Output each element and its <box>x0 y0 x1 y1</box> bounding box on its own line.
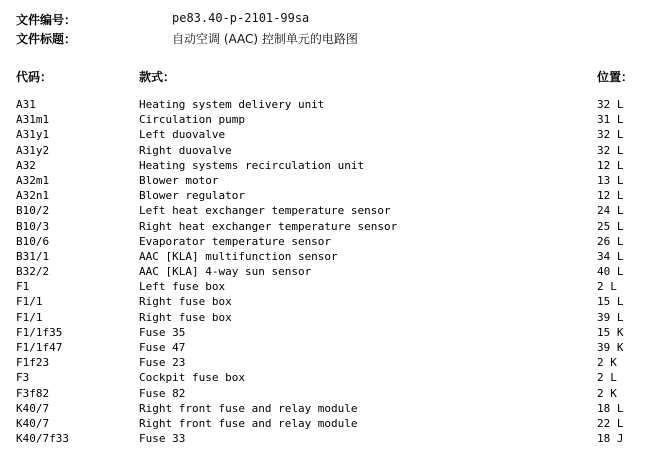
component-code: F3 <box>16 371 30 385</box>
table-row <box>0 431 659 446</box>
doc-title-label: 文件标题： <box>16 32 77 46</box>
component-position: 24 L <box>597 204 624 218</box>
component-designation: Fuse 23 <box>139 356 186 370</box>
component-code: F1/1 <box>16 310 43 324</box>
component-designation: AAC [KLA] 4-way sun sensor <box>139 265 312 279</box>
component-designation: Right duovalve <box>139 143 232 157</box>
component-position: 26 L <box>597 234 624 248</box>
table-row <box>0 279 659 294</box>
designation-column-header: 款式： <box>139 70 176 84</box>
component-position: 32 L <box>597 98 624 111</box>
table-row <box>0 370 659 385</box>
component-designation: Blower regulator <box>139 189 245 203</box>
component-code: B10/2 <box>16 204 50 218</box>
component-code: A31y1 <box>16 128 50 142</box>
component-designation: Fuse 82 <box>139 386 186 400</box>
table-row <box>0 325 659 340</box>
table-row <box>0 143 659 158</box>
component-designation: Fuse 35 <box>139 325 186 339</box>
component-table <box>0 97 659 446</box>
table-row <box>0 173 659 188</box>
table-row <box>0 234 659 249</box>
component-designation: Left duovalve <box>139 128 226 142</box>
table-row <box>0 340 659 355</box>
component-position: 34 L <box>597 249 624 263</box>
table-row <box>0 112 659 127</box>
component-code: A31m1 <box>16 113 50 127</box>
component-designation: Heating system delivery unit <box>139 98 325 111</box>
component-position: 2 L <box>597 280 617 294</box>
table-row <box>0 188 659 203</box>
component-designation: Evaporator temperature sensor <box>139 234 332 248</box>
component-code: B10/6 <box>16 234 50 248</box>
component-code: A32 <box>16 158 36 172</box>
component-designation: Right front fuse and relay module <box>139 401 358 415</box>
component-code: F1/1f47 <box>16 341 63 354</box>
doc-title-value: 自动空调 (AAC) 控制单元的电路图 <box>172 32 358 46</box>
code-column-header: 代码： <box>16 70 53 84</box>
component-position: 31 L <box>597 113 624 127</box>
component-code: F3f82 <box>16 386 50 400</box>
component-code: K40/7 <box>16 416 50 430</box>
table-row <box>0 249 659 264</box>
component-code: B32/2 <box>16 265 50 279</box>
component-designation: Heating systems recirculation unit <box>139 158 365 172</box>
component-code: B31/1 <box>16 249 50 263</box>
component-designation: Left heat exchanger temperature sensor <box>139 204 391 218</box>
component-position: 15 L <box>597 295 624 309</box>
position-column-header: 位置： <box>597 70 634 84</box>
component-designation: Fuse 47 <box>139 341 186 354</box>
table-row <box>0 127 659 142</box>
component-designation: Right fuse box <box>139 310 232 324</box>
component-position: 32 L <box>597 128 624 142</box>
component-position: 22 L <box>597 416 624 430</box>
table-row <box>0 219 659 234</box>
component-designation: Cockpit fuse box <box>139 371 245 385</box>
component-designation: AAC [KLA] multifunction sensor <box>139 249 338 263</box>
component-position: 15 K <box>597 325 624 339</box>
component-position: 39 L <box>597 310 624 324</box>
component-code: A31y2 <box>16 143 50 157</box>
table-row <box>0 97 659 112</box>
component-code: F1f23 <box>16 356 50 370</box>
table-row <box>0 386 659 401</box>
component-position: 18 L <box>597 401 624 415</box>
component-designation: Left fuse box <box>139 280 226 294</box>
component-position: 32 L <box>597 143 624 157</box>
component-position: 18 J <box>597 432 624 446</box>
component-position: 12 L <box>597 189 624 203</box>
component-code: K40/7 <box>16 401 50 415</box>
table-row <box>0 355 659 370</box>
component-code: F1/1f35 <box>16 325 63 339</box>
component-code: A32m1 <box>16 173 50 187</box>
component-position: 12 L <box>597 158 624 172</box>
table-row <box>0 158 659 173</box>
component-code: F1 <box>16 280 30 294</box>
component-designation: Fuse 33 <box>139 432 186 446</box>
component-code: A32n1 <box>16 189 50 203</box>
table-row <box>0 264 659 279</box>
component-code: B10/3 <box>16 219 50 233</box>
component-code: F1/1 <box>16 295 43 309</box>
table-row <box>0 310 659 325</box>
component-position: 39 K <box>597 341 624 354</box>
component-position: 2 K <box>597 386 617 400</box>
component-designation: Right heat exchanger temperature sensor <box>139 219 398 233</box>
component-position: 13 L <box>597 173 624 187</box>
table-row <box>0 416 659 431</box>
doc-number-label: 文件编号： <box>16 13 77 27</box>
component-designation: Blower motor <box>139 173 219 187</box>
table-row <box>0 203 659 218</box>
table-row <box>0 401 659 416</box>
table-row <box>0 294 659 309</box>
component-position: 2 L <box>597 371 617 385</box>
component-code: K40/7f33 <box>16 432 69 446</box>
component-designation: Right fuse box <box>139 295 232 309</box>
doc-number-value: pe83.40-p-2101-99sa <box>172 11 310 25</box>
component-designation: Circulation pump <box>139 113 245 127</box>
component-position: 40 L <box>597 265 624 279</box>
component-code: A31 <box>16 98 36 111</box>
component-designation: Right front fuse and relay module <box>139 416 358 430</box>
component-position: 2 K <box>597 356 617 370</box>
component-position: 25 L <box>597 219 624 233</box>
